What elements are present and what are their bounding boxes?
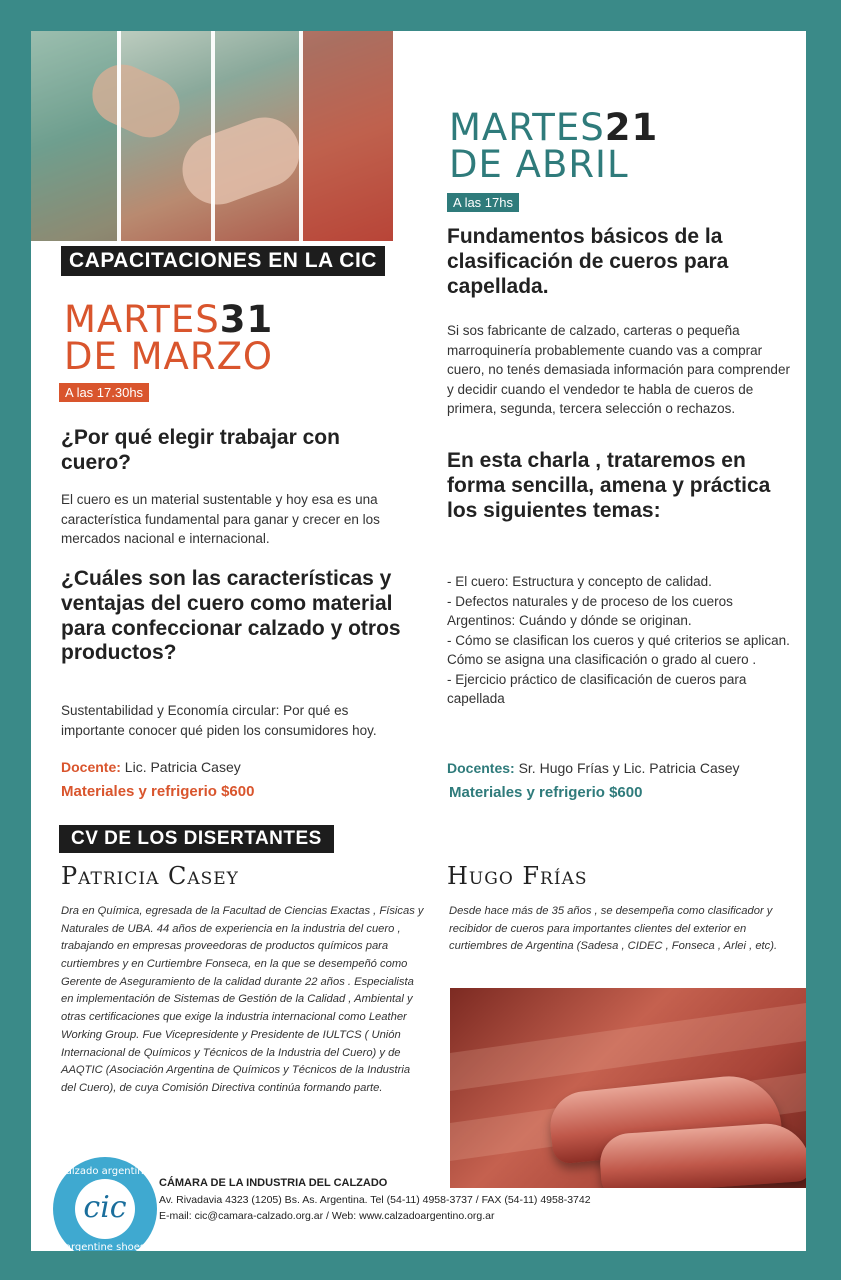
person1-bio: Dra en Química, egresada de la Facultad de Ciencias Exactas , Físicas y Naturales de UBA. 44 años de experiencia en la industria del cuero , trabajando en empresas proveedoras de productos químicos para curtiembres y en Curtiembre Fonseca, en la que se desempeñó como Gerente de Aseguramiento de la calidad durante 22 años . Especialista en implementación de Sistemas de Gestión de la Calidad , Ambiental y otras certificaciones que exige la industria internacional como Leather Working Group. Fue Vicepresidente y Presidente de IULTCS ( Unión Internacional de Químicos y Técnicos de la Industria del Cuero) y de AAQTIC (Asociación Argentina de Químicos y Técnicos de la Industria del Cuero), de cuya Comisión Directiva continúa formando parte.: [61, 905, 424, 1094]
logo-bottom-text: argentine shoes: [64, 1242, 146, 1251]
event1-time-badge: A las 17.30hs: [59, 383, 149, 402]
event2-topics-heading: En esta charla , trataremos en forma sencilla, amena y práctica los siguientes temas:: [447, 449, 771, 522]
event2-materiales: Materiales y refrigerio $600: [449, 784, 643, 801]
person2-bio: Desde hace más de 35 años , se desempeña como clasificador y recibidor de cueros para importantes clientes del exterior en curtiembres de Argentina (Sadesa , CIDEC , Fonseca , Arlei , etc).: [449, 905, 778, 953]
event2-day-num: 21: [604, 106, 659, 149]
event1-day-name: MARTES: [64, 298, 220, 341]
footer-org: CÁMARA DE LA INDUSTRIA DEL CALZADO: [159, 1177, 388, 1189]
event2-topics-list: [447, 572, 792, 709]
event2-topic: - Cómo se clasifican los cueros y qué criterios se aplican. Cómo se asigna una clasificación o grado al cuero .: [447, 632, 790, 668]
event2-intro: Si sos fabricante de calzado, carteras o pequeña marroquinería probablemente cuando vas a comprar cuero, no tenés demasiada información para comprender y decidir cuando el vendedor te habla de cueros de primera, segunda, tercera selección o rechazos.: [447, 323, 790, 417]
event1-docente-value: Lic. Patricia Casey: [124, 759, 241, 775]
person2-name: Hugo Frías: [447, 862, 588, 890]
shoes-photo: [450, 988, 806, 1188]
section-banner: [61, 246, 385, 276]
event2-topic: - Ejercicio práctico de clasificación de cueros para capellada: [447, 671, 747, 707]
event1-question-1: ¿Por qué elegir trabajar con cuero?: [61, 426, 340, 474]
event2-title: Fundamentos básicos de la clasificación de cueros para capellada.: [447, 225, 729, 298]
footer-address: Av. Rivadavia 4323 (1205) Bs. As. Argentina. Tel (54-11) 4958-3737 / FAX (54-11) 4958-3742: [159, 1194, 591, 1206]
cv-banner: [59, 825, 334, 853]
event2-time-badge: A las 17hs: [447, 193, 519, 212]
event1-docente: [61, 759, 241, 775]
event1-month: DE MARZO: [64, 335, 274, 378]
logo-top-text: calzado argentino: [60, 1166, 150, 1177]
event1-question-2: ¿Cuáles son las características y ventajas del cuero como material para confeccionar calzado y otros productos?: [61, 567, 401, 665]
event1-materiales: Materiales y refrigerio $600: [61, 783, 255, 800]
craftsman-photo: [31, 31, 393, 241]
event2-docentes: [447, 760, 740, 776]
event1-date: [64, 298, 274, 378]
banner-title: CAPACITACIONES EN LA CIC: [69, 249, 377, 272]
event2-day-name: MARTES: [449, 106, 605, 149]
event1-day-num: 31: [219, 298, 274, 341]
event2-topic: - El cuero: Estructura y concepto de calidad.: [447, 574, 712, 589]
person1-name: Patricia Casey: [61, 862, 239, 890]
event2-docentes-value: Sr. Hugo Frías y Lic. Patricia Casey: [518, 760, 740, 776]
event1-docente-label: Docente:: [61, 759, 121, 775]
event2-topic: - Defectos naturales y de proceso de los cueros Argentinos: Cuándo y dónde se originan.: [447, 593, 733, 629]
logo-cic-text: cic: [83, 1190, 127, 1225]
event1-answer-2: Sustentabilidad y Economía circular: Por qué es importante conocer qué piden los consumidores hoy.: [61, 703, 377, 738]
event2-docentes-label: Docentes:: [447, 760, 515, 776]
event2-month: DE ABRIL: [449, 143, 629, 186]
event1-answer-1: El cuero es un material sustentable y hoy esa es una característica fundamental para ganar y crecer en los mercados nacional e internacional.: [61, 492, 380, 547]
cic-logo: [53, 1157, 157, 1251]
cv-banner-title: CV DE LOS DISERTANTES: [71, 828, 322, 849]
footer-contact: E-mail: cic@camara-calzado.org.ar / Web: www.calzadoargentino.org.ar: [159, 1210, 495, 1222]
flyer-sheet: [31, 31, 806, 1251]
event2-date: [449, 106, 659, 186]
